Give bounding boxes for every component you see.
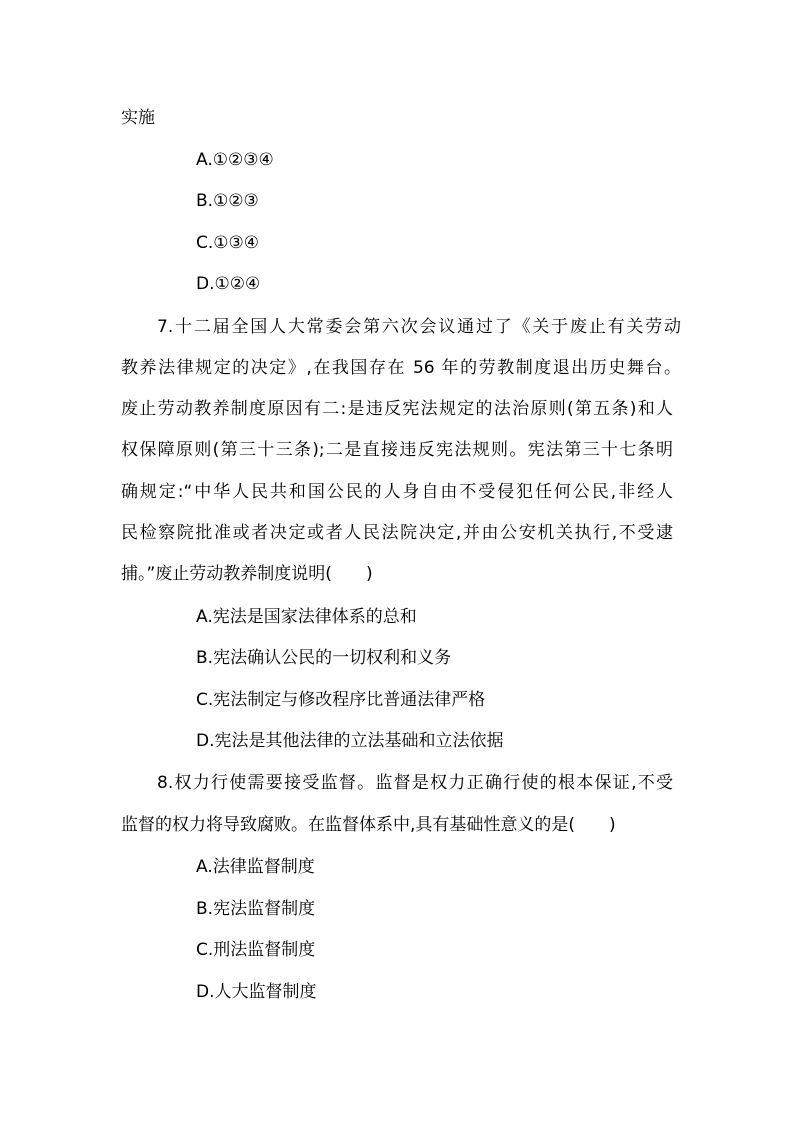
q8-option-b: B.宪法监督制度 bbox=[196, 899, 316, 919]
prev-question-tail: 实施 bbox=[121, 108, 155, 128]
q8-line-1: 8.权力行使需要接受监督。监督是权力正确行使的根本保证,不受 bbox=[157, 773, 673, 793]
q7-line-4: 权保障原则(第三十三条);二是直接违反宪法规则。宪法第三十七条明 bbox=[121, 440, 673, 460]
prev-option-b: B.①②③ bbox=[196, 191, 259, 211]
prev-option-c: C.①③④ bbox=[196, 233, 259, 253]
q7-option-b: B.宪法确认公民的一切权利和义务 bbox=[196, 648, 452, 668]
q8-option-a: A.法律监督制度 bbox=[196, 857, 315, 877]
q7-line-3: 废止劳动教养制度原因有二:是违反宪法规定的法治原则(第五条)和人 bbox=[121, 399, 673, 419]
q7-option-c: C.宪法制定与修改程序比普通法律严格 bbox=[196, 690, 486, 710]
q7-line-6: 民检察院批准或者决定或者人民法院决定,并由公安机关执行,不受逮 bbox=[121, 523, 673, 543]
prev-option-d: D.①②④ bbox=[196, 274, 261, 294]
q7-line-1: 7.十二届全国人大常委会第六次会议通过了《关于废止有关劳动 bbox=[157, 317, 681, 337]
prev-option-a: A.①②③④ bbox=[196, 150, 274, 170]
q7-line-5: 确规定:“中华人民共和国公民的人身自由不受侵犯任何公民,非经人 bbox=[121, 482, 673, 502]
q7-option-a: A.宪法是国家法律体系的总和 bbox=[196, 607, 417, 627]
q8-option-c: C.刑法监督制度 bbox=[196, 940, 316, 960]
q7-option-d: D.宪法是其他法律的立法基础和立法依据 bbox=[196, 731, 504, 751]
q8-line-2: 监督的权力将导致腐败。在监督体系中,具有基础性意义的是( ) bbox=[121, 815, 616, 835]
q8-option-d: D.人大监督制度 bbox=[196, 982, 317, 1002]
q7-line-7: 捕。”废止劳动教养制度说明( ) bbox=[121, 564, 373, 584]
q7-line-2: 教养法律规定的决定》,在我国存在 56 年的劳教制度退出历史舞台。 bbox=[121, 358, 681, 378]
